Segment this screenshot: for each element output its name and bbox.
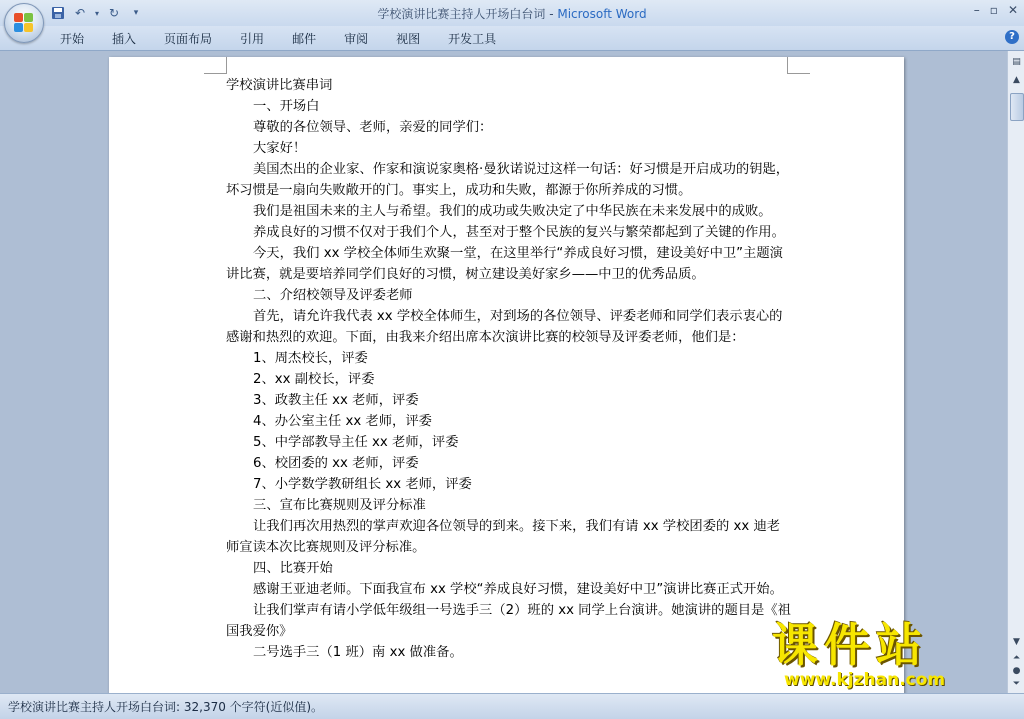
next-page-icon[interactable]: ⏷ (1012, 679, 1021, 689)
list-item: 2、xx 副校长，评委 (253, 372, 375, 387)
paragraph: 感谢王亚迪老师。下面我宣布 xx 学校“养成良好习惯，建设美好中卫”演讲比赛正式开始。 (253, 582, 783, 597)
status-text: 学校演讲比赛主持人开场白台词: 32,370 个字符(近似值)。 (8, 700, 324, 714)
paragraph: 一、开场白 (253, 99, 320, 114)
paragraph: 让我们掌声有请小学低年级组一号选手三（2）班的 xx 同学上台演讲。她演讲的题目是《祖国我爱你》 (226, 603, 791, 639)
paragraph: 二号选手三（1 班）南 xx 做准备。 (253, 645, 463, 660)
margin-corner-left (204, 57, 227, 74)
paragraph: 养成良好的习惯不仅对于我们个人，甚至对于整个民族的复兴与繁荣都起到了关键的作用。 (253, 225, 785, 240)
tab-insert[interactable]: 插入 (112, 32, 137, 46)
select-browse-object-icon[interactable]: ● (1012, 666, 1021, 676)
watermark-url: www.kjzhan.com (784, 670, 946, 690)
tab-mailings[interactable]: 邮件 (292, 32, 317, 46)
window-controls (974, 3, 1018, 17)
minimize-icon[interactable]: – (973, 3, 980, 17)
customize-toolbar-icon[interactable]: ▾ (133, 8, 139, 18)
restore-icon[interactable]: ▫ (989, 3, 998, 17)
paragraph: 美国杰出的企业家、作家和演说家奥格·曼狄诺说过这样一句话：好习惯是开启成功的钥匙，坏习惯是一扇向失败敞开的门。事实上，成功和失败，都源于你所养成的习惯。 (226, 162, 790, 198)
scroll-thumb[interactable] (1010, 93, 1024, 121)
paragraph: 尊敬的各位领导、老师，亲爱的同学们： (253, 120, 493, 135)
document-page[interactable] (109, 57, 904, 693)
list-item: 1、周杰校长，评委 (253, 351, 368, 366)
ruler-toggle-icon[interactable]: ▤ (1012, 57, 1021, 67)
tab-review[interactable]: 审阅 (344, 32, 369, 46)
application-name: Microsoft Word (557, 7, 647, 21)
title-separator: - (545, 7, 558, 21)
list-item: 7、小学数学教研组长 xx 老师，评委 (253, 477, 472, 492)
paragraph: 首先，请允许我代表 xx 学校全体师生，对到场的各位领导、评委老师和同学们表示衷心的感谢和热烈的欢迎。下面，由我来介绍出席本次演讲比赛的校领导及评委老师，他们是： (226, 309, 783, 345)
undo-icon[interactable]: ↶ (74, 6, 86, 20)
redo-icon[interactable]: ↻ (108, 6, 120, 20)
previous-page-icon[interactable]: ⏶ (1012, 653, 1021, 663)
paragraph: 今天，我们 xx 学校全体师生欢聚一堂，在这里举行“养成良好习惯，建设美好中卫”主题演讲比赛，就是要培养同学们良好的习惯，树立建设美好家乡——中卫的优秀品质。 (226, 246, 783, 282)
ribbon (0, 26, 1024, 51)
document-body[interactable] (226, 75, 792, 663)
document-title: 学校演讲比赛主持人开场白台词 (377, 7, 546, 21)
undo-dropdown-icon[interactable]: ▾ (94, 8, 99, 18)
office-logo-icon (14, 13, 34, 33)
tab-page-layout[interactable]: 页面布局 (164, 32, 213, 46)
paragraph: 四、比赛开始 (253, 561, 333, 576)
scroll-up-icon[interactable]: ▲ (1013, 75, 1020, 85)
tab-view[interactable]: 视图 (396, 32, 421, 46)
list-item: 4、办公室主任 xx 老师，评委 (253, 414, 432, 429)
help-icon[interactable]: ? (1005, 30, 1019, 44)
tab-developer[interactable]: 开发工具 (448, 32, 497, 46)
watermark-brand: 课件站 (772, 618, 928, 672)
paragraph: 三、宣布比赛规则及评分标准 (253, 498, 426, 513)
list-item: 6、校团委的 xx 老师，评委 (253, 456, 419, 471)
margin-corner-right (787, 57, 810, 74)
ribbon-tabs (60, 30, 524, 47)
window-title (0, 5, 1024, 22)
list-item: 3、政教主任 xx 老师，评委 (253, 393, 419, 408)
paragraph: 大家好！ (253, 141, 307, 156)
vertical-scrollbar[interactable] (1007, 51, 1024, 693)
paragraph: 我们是祖国未来的主人与希望。我们的成功或失败决定了中华民族在未来发展中的成败。 (253, 204, 772, 219)
document-workspace (0, 51, 1007, 693)
scroll-down-icon[interactable]: ▼ (1013, 637, 1020, 647)
tab-home[interactable]: 开始 (60, 32, 85, 46)
watermark-logo (772, 619, 1007, 691)
title-bar (0, 0, 1024, 26)
paragraph: 二、介绍校领导及评委老师 (253, 288, 413, 303)
tab-references[interactable]: 引用 (240, 32, 265, 46)
paragraph: 让我们再次用热烈的掌声欢迎各位领导的到来。接下来，我们有请 xx 学校团委的 xx 迪老师宣读本次比赛规则及评分标准。 (226, 519, 781, 555)
status-bar (0, 693, 1024, 719)
list-item: 5、中学部教导主任 xx 老师，评委 (253, 435, 459, 450)
doc-title-line: 学校演讲比赛串词 (226, 78, 333, 93)
office-button[interactable] (4, 3, 44, 43)
close-icon[interactable]: ✕ (1007, 3, 1018, 17)
